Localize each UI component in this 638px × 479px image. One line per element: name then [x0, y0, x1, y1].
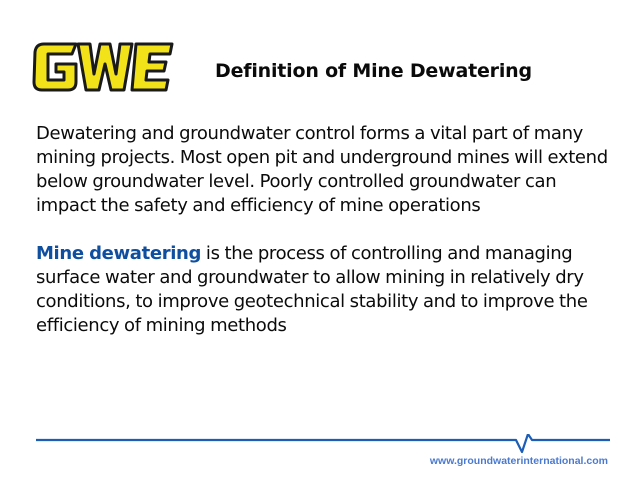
footer-divider	[36, 434, 610, 454]
definition-text: is the process of controlling and managing surface water and groundwater to allow mining in relatively dry conditions, to improve geotechnical stability and to improve the efficiency of mining methods	[36, 243, 588, 336]
paragraph-intro: Dewatering and groundwater control forms a vital part of many mining projects. Most open pit and underground mines will extend below groundwater level. Poorly controlled groundwater can impact the safety and efficiency of mine operations	[36, 123, 608, 216]
footer-url[interactable]: www.groundwaterinternational.com	[429, 455, 608, 467]
gwe-logo-graphic	[30, 38, 176, 94]
slide-body	[36, 122, 611, 338]
paragraph-definition	[36, 242, 611, 338]
slide-title: Definition of Mine Dewatering	[215, 60, 532, 82]
gwe-logo	[30, 38, 176, 94]
defined-term: Mine dewatering	[36, 243, 202, 264]
